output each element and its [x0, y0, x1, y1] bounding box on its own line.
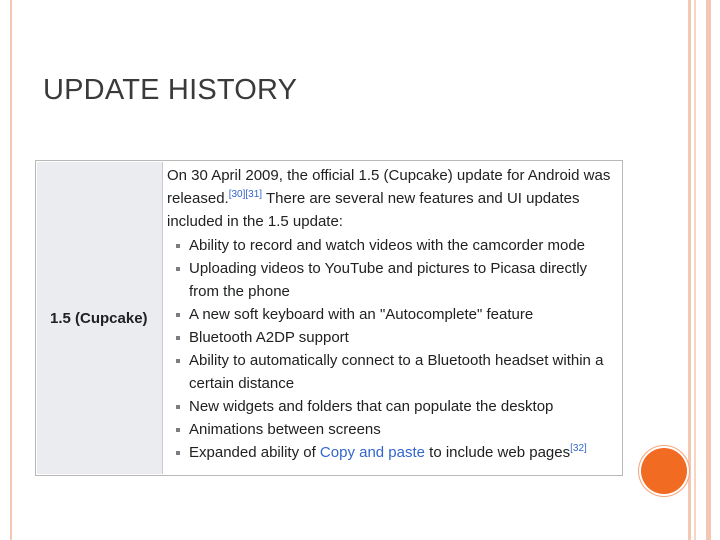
list-item	[167, 418, 619, 441]
intro-text: On 30 April 2009, the official 1.5 (Cupcake) update for Android was released.	[167, 167, 611, 207]
feature-text-suffix: to include web pages	[425, 444, 571, 461]
copy-and-paste-link[interactable]: Copy and paste	[319, 444, 425, 461]
list-item	[167, 395, 619, 418]
feature-text: Ability to record and watch videos with the camcorder mode	[189, 237, 586, 254]
feature-list	[167, 234, 619, 464]
list-item	[167, 303, 619, 326]
bullet-icon	[176, 244, 180, 248]
bullet-icon	[176, 336, 180, 340]
bullet-icon	[176, 359, 180, 363]
frame-line-right	[706, 0, 711, 540]
version-content-cell	[167, 161, 619, 464]
intro-text-continued: There are several new features and UI updates included in the 1.5 update:	[167, 190, 580, 230]
bullet-icon	[176, 267, 180, 271]
list-item	[167, 257, 619, 303]
frame-line-right	[688, 0, 691, 540]
decorative-circle-icon	[641, 448, 687, 494]
bullet-icon	[176, 451, 180, 455]
bullet-icon	[176, 313, 180, 317]
list-item	[167, 349, 619, 395]
frame-line-right	[694, 0, 696, 540]
citation-ref[interactable]: [30][31]	[228, 189, 263, 200]
feature-text: Bluetooth A2DP support	[189, 329, 349, 346]
bullet-icon	[176, 428, 180, 432]
version-header-cell	[37, 162, 163, 474]
slide-title: UPDATE HISTORY	[43, 74, 298, 106]
bullet-icon	[176, 405, 180, 409]
frame-line-left	[10, 0, 12, 540]
feature-text: Expanded ability of	[189, 444, 320, 461]
list-item	[167, 441, 619, 464]
list-item	[167, 234, 619, 257]
intro-paragraph	[167, 161, 619, 233]
feature-text: Uploading videos to YouTube and pictures to Picasa directly from the phone	[189, 260, 588, 300]
update-history-table	[35, 160, 623, 476]
version-label: 1.5 (Cupcake)	[50, 310, 148, 327]
feature-text: Animations between screens	[189, 421, 381, 438]
citation-ref[interactable]: [32]	[570, 443, 587, 454]
list-item	[167, 326, 619, 349]
feature-text: A new soft keyboard with an "Autocomplete" feature	[189, 306, 534, 323]
feature-text: New widgets and folders that can populate the desktop	[189, 398, 554, 415]
feature-text: Ability to automatically connect to a Bluetooth headset within a certain distance	[189, 352, 604, 392]
